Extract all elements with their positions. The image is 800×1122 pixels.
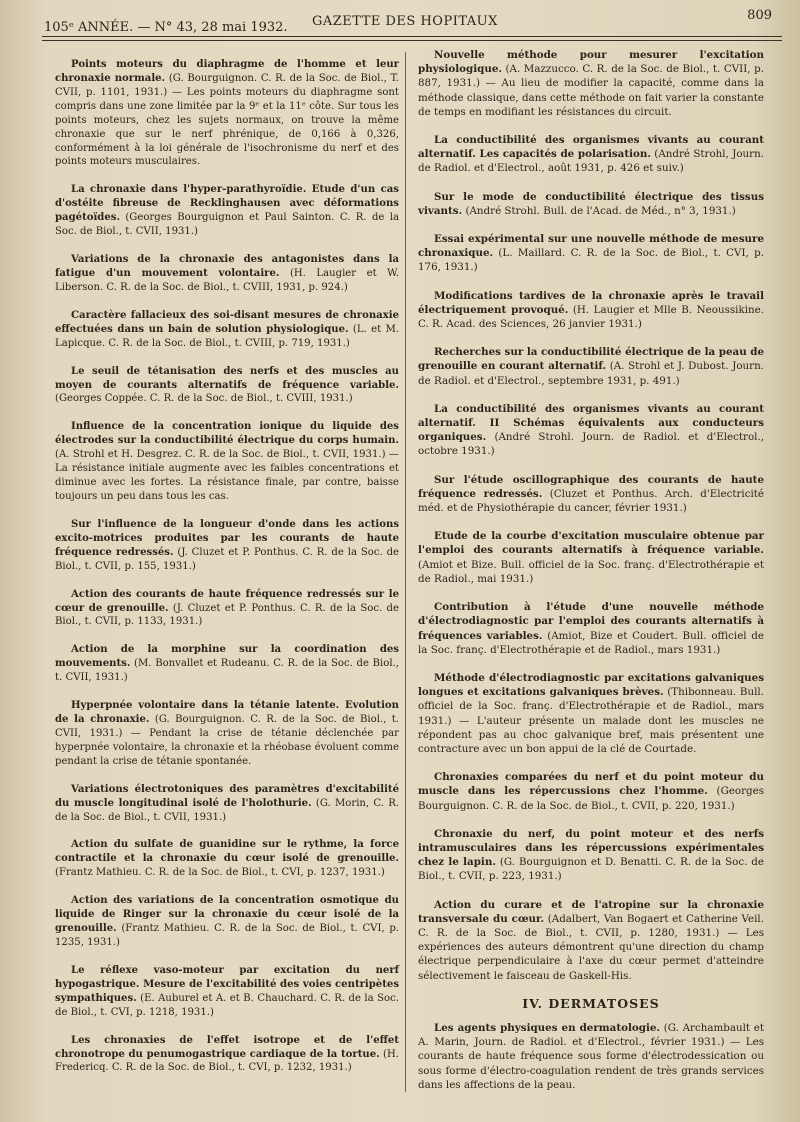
entry-reference: (G. Bourguignon. C. R. de la Soc. de Biol., t. CVII, 1931.) — Pendant la crise de tétanie déclenchée par hyperpnée volontaire, la chronaxie et la rhéobase évoluent comme pendant la crise de tétanie spontanée.: [55, 714, 400, 767]
entry-title: Variations de la chronaxie des antagonistes dans la fatigue d'un mouvement volontaire.: [55, 254, 399, 279]
entry-reference: (H. Laugier et W. Liberson. C. R. de la Soc. de Biol., t. CVIII, 1931, p. 924.): [55, 267, 399, 293]
abstract-entry: [418, 827, 764, 884]
entry-reference: (Georges Bourguignon et Paul Sainton. C. R. de la Soc. de Biol., t. CVII, 1931.): [55, 212, 399, 238]
abstract-entry: [55, 183, 399, 239]
entry-title: Contribution à l'étude d'une nouvelle méthode d'électrodiagnostic par l'emploi des courants alternatifs à fréquences variables.: [418, 601, 764, 642]
abstract-entry: [55, 309, 399, 351]
entry-reference: (G. Bourguignon et D. Benatti. C. R. de la Soc. de Biol., t. CVII, p. 223, 1931.): [418, 856, 764, 883]
abstract-entry: [55, 365, 399, 407]
entry-reference: (Amiot et Bize. Bull. officiel de la Soc. franç. d'Electrothérapie et de Radiol., mai 1931.): [418, 558, 764, 585]
journal-title: GAZETTE DES HOPITAUX: [312, 14, 498, 29]
entry-title: Etude de la courbe d'excitation musculaire obtenue par l'emploi des courants alternatifs à fréquence variable.: [418, 530, 764, 557]
abstract-entry: [55, 420, 399, 504]
abstract-entry: [418, 345, 764, 388]
section-title: IV. DERMATOSES: [522, 995, 660, 1011]
entry-reference: (André Strohl. Journ. de Radiol. et d'Electrol., octobre 1931.): [418, 431, 764, 458]
entry-title: Action du sulfate de guanidine sur le rythme, la force contractile et la chronaxie du cœur isolé de grenouille.: [55, 839, 399, 865]
entry-title: Le seuil de tétanisation des nerfs et des muscles au moyen de courants alternatifs de fréquence variable.: [55, 365, 399, 391]
entry-reference: (Amiot, Bize et Coudert. Bull. officiel de la Soc. franç. d'Electrothérapie et de Radiol., mars 1931.): [418, 629, 764, 656]
entry-title: Chronaxies comparées du nerf et du point moteur du muscle dans les répercussions chez l'homme.: [418, 771, 764, 798]
entry-title: Méthode d'électrodiagnostic par excitations galvaniques longues et excitations galvaniques brèves.: [418, 671, 764, 699]
entry-title: Les chronaxies de l'effet isotrope et de l'effet chronotrope du penumogastrique cardiaque de la tortue.: [55, 1034, 399, 1060]
entry-title: Les agents physiques en dermatologie.: [434, 1021, 661, 1034]
abstract-entry: [55, 838, 399, 880]
abstract-entry: [418, 289, 764, 332]
entry-reference: (André Strohl. Bull. de l'Acad. de Méd., n° 3, 1931.): [465, 204, 736, 217]
abstract-entry: [418, 190, 764, 218]
entry-title: La conductibilité des organismes vivants au courant alternatif. Les capacités de polarisation.: [418, 134, 764, 161]
abstract-entry: [418, 529, 764, 586]
abstract-entry: [55, 1034, 399, 1076]
issue-info: 105ᵉ ANNÉE. — N° 43, 28 mai 1932.: [44, 20, 288, 35]
entry-title: Action des courants de haute fréquence redressés sur le cœur de grenouille.: [55, 588, 399, 614]
entry-reference: (E. Auburel et A. et B. Chauchard. C. R. de la Soc. de Biol., t. CVI, p. 1218, 1931.): [55, 992, 399, 1018]
entry-reference: (André Strohl, Journ. de Radiol. et d'Electrol., août 1931, p. 426 et suiv.): [418, 148, 764, 175]
entry-reference: (A. Mazzucco. C. R. de la Soc. de Biol., t. CVII, p. 887, 1931.) — Au lieu de modifier la capacité, comme dans la méthode classique, dans cette méthode on fait varier la constante de temps en modifiant les résistances du circuit.: [418, 63, 764, 118]
abstract-entry: [418, 770, 764, 813]
entry-title: Nouvelle méthode pour mesurer l'excitation physiologique.: [418, 49, 764, 76]
entry-reference: (G. Bourguignon. C. R. de la Soc. de Biol., T. CVII, p. 1101, 1931.) — Les points moteurs du diaphragme sont compris dans une zone limitée par la 9ᵉ et la 11ᵉ côte. Sur tous les points moteurs, chez les sujets normaux, on trouve la même chronaxie que sur le nerf phrénique, de 0,166 à 0,326, conformément à la loi générale de l'isochronisme du nerf et des points moteurs musculaires.: [55, 72, 399, 168]
entry-title: Points moteurs du diaphragme de l'homme et leur chronaxie normale.: [55, 59, 399, 84]
entry-reference: (L. Maillard. C. R. de la Soc. de Biol., t. CVI, p. 176, 1931.): [418, 247, 764, 274]
abstract-entry: [418, 232, 764, 275]
entry-title: Influence de la concentration ionique du liquide des électrodes sur la conductibilité électrique du corps humain.: [55, 421, 399, 447]
entry-reference: (Georges Bourguignon. C. R. de la Soc. de Biol., t. CVII, p. 220, 1931.): [418, 785, 764, 812]
abstract-entry: [418, 473, 764, 516]
entry-title: Action des variations de la concentration osmotique du liquide de Ringer sur la chronaxie du cœur isolé de la grenouille.: [55, 895, 399, 935]
entry-reference: (G. Archambault et A. Marin, Journ. de Radiol. et d'Electrol., février 1931.) — Les courants de haute fréquence sous forme d'électrodessication ou sous forme d'électro-coagulation rendent de très grands services dans les affections de la peau.: [418, 1021, 764, 1091]
entry-title: Essai expérimental sur une nouvelle méthode de mesure chronaxique.: [418, 233, 764, 260]
entry-reference: (L. et M. Lapicque. C. R. de la Soc. de Biol., t. CVIII, p. 719, 1931.): [55, 323, 399, 349]
abstract-entry: [418, 48, 764, 119]
section-entry: [418, 1021, 764, 1092]
running-header: [40, 8, 780, 36]
entry-title: Le réflexe vaso-moteur par excitation du nerf hypogastrique. Mesure de l'excitabilité des voies centripètes sympathiques.: [55, 964, 399, 1004]
entry-reference: (Thibonneau. Bull. officiel de la Soc. franç. d'Electrothérapie et de Radiol., mars 1931.) — L'auteur présente un malade dont les muscles ne répondent pas au choc galvanique bref, mais présentent une contracture avec un bon appui de la clé de Courtade.: [418, 686, 764, 755]
entry-reference: (M. Bonvallet et Rudeanu. C. R. de la Soc. de Biol., t. CVII, 1931.): [55, 658, 399, 684]
abstract-entry: [55, 894, 399, 950]
entry-title: Modifications tardives de la chronaxie après le travail électriquement provoqué.: [418, 289, 764, 316]
entry-reference: (Adalbert, Van Bogaert et Catherine Veil. C. R. de la Soc. de Biol., t. CVII, p. 1280, 1931.) — Les expériences des auteurs démontrent qu'une direction du champ électrique perpendiculaire à l'axe du cœur permet d'atteindre sélectivement le faisceau de Gaskell-His.: [418, 912, 764, 982]
abstract-entry: [55, 58, 399, 169]
abstract-entry: [418, 402, 764, 459]
abstract-entry: [55, 588, 399, 630]
entry-reference: (H. Fredericq. C. R. de la Soc. de Biol., t. CVI, p. 1232, 1931.): [55, 1048, 399, 1074]
entry-reference: (A. Strohl et H. Desgrez. C. R. de la Soc. de Biol., t. CVII, 1931.) — La résistance initiale augmente avec les faibles concentrations et diminue avec les fortes. La résistance finale, par contre, baisse toujours un peu dans tous les cas.: [55, 449, 399, 502]
entry-reference: (J. Cluzet et P. Ponthus. C. R. de la Soc. de Biol., t. CVII, p. 1133, 1931.): [55, 602, 399, 628]
abstract-entry: [418, 133, 764, 176]
entry-reference: (H. Laugier et Mlle B. Neoussikine. C. R. Acad. des Sciences, 26 janvier 1931.): [418, 303, 764, 331]
entry-title: Chronaxie du nerf, du point moteur et des nerfs intramusculaires dans les répercussions expérimentales chez le lapin.: [418, 827, 764, 869]
entry-title: Caractère fallacieux des soi-disant mesures de chronaxie effectuées dans un bain de solution physiologique.: [55, 309, 399, 335]
entry-reference: (G. Morin, C. R. de la Soc. de Biol., t. CVII, 1931.): [55, 797, 400, 823]
entry-title: Variations électrotoniques des paramètres d'excitabilité du muscle longitudinal isolé de l'holothurie.: [55, 783, 399, 809]
abstract-entry: [418, 600, 764, 657]
entry-reference: (Frantz Mathieu. C. R. de la Soc. de Biol., t. CVI, p. 1237, 1931.): [55, 867, 385, 879]
entry-title: Hyperpnée volontaire dans la tétanie latente. Evolution de la chronaxie.: [55, 700, 399, 726]
abstract-entry: [55, 783, 399, 825]
page-number: 809: [747, 8, 772, 23]
entry-title: La conductibilité des organismes vivants au courant alternatif. II Schémas équivalents aux conducteurs organiques.: [418, 402, 764, 444]
entry-title: Recherches sur la conductibilité électrique de la peau de grenouille en courant alternatif.: [418, 346, 765, 373]
abstract-entry: [418, 898, 764, 983]
abstract-entry: [55, 699, 399, 769]
entry-reference: (Cluzet et Ponthus. Arch. d'Electricité méd. et de Physiothérapie du cancer, février 1931.): [418, 487, 765, 515]
column-divider: [405, 52, 406, 1092]
abstract-entry: [55, 964, 399, 1020]
entry-title: Sur l'étude oscillographique des courants de haute fréquence redressés.: [418, 473, 764, 500]
entry-title: Sur l'influence de la longueur d'onde dans les actions excito-motrices produites par les courants de haute fréquence redressés.: [55, 518, 399, 558]
entry-reference: (J. Cluzet et P. Ponthus. C. R. de la Soc. de Biol., t. CVII, p. 155, 1931.): [55, 546, 399, 572]
entry-title: Action de la morphine sur la coordination des mouvements.: [55, 644, 399, 670]
entry-title: Action du curare et de l'atropine sur la chronaxie transversale du cœur.: [418, 898, 764, 925]
left-column: [55, 58, 399, 1089]
right-column: [418, 48, 764, 1106]
abstract-entry: [55, 518, 399, 574]
entry-title: Sur le mode de conductibilité électrique des tissus vivants.: [418, 190, 764, 217]
entry-title: La chronaxie dans l'hyper-parathyroïdie. Etude d'un cas d'ostéite fibreuse de Recklinghausen avec déformations pagétoïdes.: [55, 184, 399, 224]
header-rule-double: [42, 40, 782, 41]
right-entries: [418, 48, 764, 983]
entry-reference: (A. Strohl et J. Dubost. Journ. de Radiol. et d'Electrol., septembre 1931, p. 491.): [418, 360, 764, 387]
abstract-entry: [418, 671, 764, 756]
entry-reference: (Frantz Mathieu. C. R. de la Soc. de Biol., t. CVI, p. 1235, 1931.): [55, 923, 399, 949]
entry-reference: (Georges Coppée. C. R. de la Soc. de Biol., t. CVIII, 1931.): [55, 393, 353, 405]
abstract-entry: [55, 253, 399, 295]
abstract-entry: [55, 643, 399, 685]
header-rule: [42, 36, 782, 37]
